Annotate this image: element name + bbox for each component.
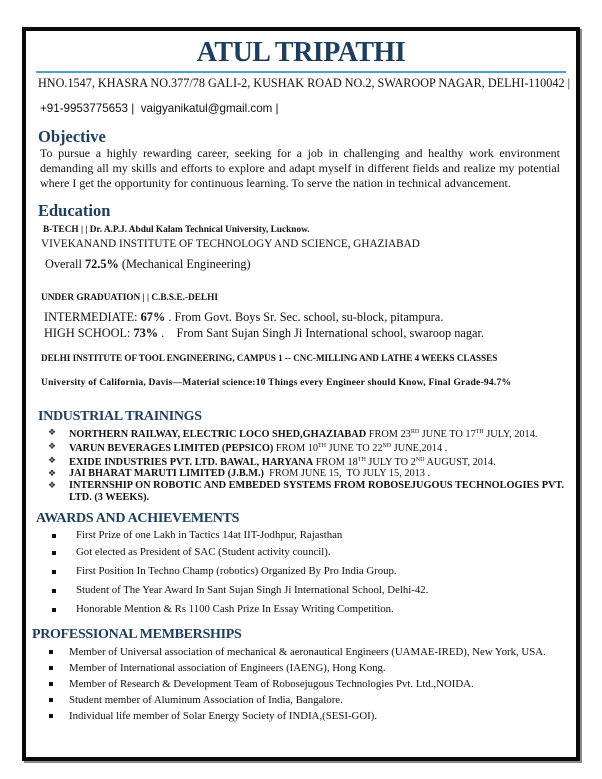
btech-line: B-TECH | | Dr. A.P.J. Abdul Kalam Technical University, Lucknow. (43, 225, 310, 235)
award-item: Honorable Mention & Rs 1100 Cash Prize In Essay Writing Competition. (76, 602, 428, 617)
ug-line: UNDER GRADUATION | | C.B.S.E.-DELHI (41, 293, 218, 303)
contact-line (40, 102, 279, 115)
header-divider (36, 71, 566, 73)
square-bullet-icon (49, 714, 53, 718)
training-item-continued: LTD. (3 WEEKS). (69, 491, 150, 503)
square-bullet-icon (52, 589, 56, 593)
award-item: First Position In Techno Champ (robotics) Organized By Pro India Group. (76, 564, 428, 579)
membership-item: Individual life member of Solar Energy Society of INDIA,(SESI-GOI). (69, 709, 546, 724)
square-bullet-icon (49, 682, 53, 686)
membership-item: Member of International association of Engineers (IAENG), Hong Kong. (69, 661, 546, 676)
trainings-heading: INDUSTRIAL TRAININGS (38, 409, 202, 424)
membership-item: Member of Universal association of mechanical & aeronautical Engineers (UAMAE-IRED), New York, USA. (69, 645, 546, 660)
award-item: First Prize of one Lakh in Tactics 14at IIT-Jodhpur, Rajasthan (76, 528, 428, 543)
highschool-score: 73% (133, 326, 159, 340)
email: vaigyanikatul@gmail.com | (140, 102, 279, 115)
diamond-bullet-icon: ❖ (48, 427, 57, 437)
intermediate-score: 67% (140, 310, 166, 324)
training-item: ❖ NORTHERN RAILWAY, ELECTRIC LOCO SHED,GHAZIABAD FROM 23RD JUNE TO 17TH JULY, 2014. (48, 427, 538, 440)
resume-page (22, 27, 580, 761)
diamond-bullet-icon: ❖ (48, 480, 57, 491)
overall-score: Overall 72.5% (Mechanical Engineering) (45, 257, 251, 271)
dite-line: DELHI INSTITUTE OF TOOL ENGINEERING, CAMPUS 1 -- CNC-MILLING AND LATHE 4 WEEKS CLASSES (41, 353, 498, 363)
square-bullet-icon (52, 551, 56, 555)
diamond-bullet-icon: ❖ (48, 468, 57, 479)
diamond-bullet-icon: ❖ (48, 454, 57, 465)
square-bullet-icon (52, 608, 56, 612)
awards-list (76, 528, 428, 617)
objective-text: To pursue a highly rewarding career, seeking for a job in challenging and healthy work environment demanding all my skills and efforts to explore and adapt myself in different fields and realize my potential where I get the opportunity for continuous learning. To serve the nation in technical advancement. (40, 146, 560, 190)
diamond-bullet-icon: ❖ (48, 440, 57, 451)
award-item: Student of The Year Award In Sant Sujan Singh Ji International School, Delhi-42. (76, 583, 428, 598)
intermediate-line: INTERMEDIATE: 67% . From Govt. Boys Sr. Sec. school, su-block, pitampura. (44, 310, 444, 324)
square-bullet-icon (49, 650, 53, 654)
address: HNO.1547, KHASRA NO.377/78 GALI-2, KUSHAK ROAD NO.2, SWAROOP NAGAR, DELHI-110042 | (38, 76, 571, 90)
phone: +91-9953775653 | (40, 102, 135, 115)
training-item: ❖ INTERNSHIP ON ROBOTIC AND EMBEDED SYSTEMS FROM ROBOSEJUGOUS TECHNOLOGIES PVT. (48, 480, 565, 492)
square-bullet-icon (49, 666, 53, 670)
awards-heading: AWARDS AND ACHIEVEMENTS (36, 511, 240, 526)
memberships-heading: PROFESSIONAL MEMBERSHIPS (32, 627, 242, 642)
overall-percentage: 72.5% (84, 257, 119, 271)
award-item: Got elected as President of SAC (Student activity council). (76, 545, 428, 560)
objective-heading: Objective (38, 127, 106, 146)
training-item: ❖ JAI BHARAT MARUTI LIMITED (J.B.M.) FROM JUNE 15, TO JULY 15, 2013 . (48, 468, 431, 480)
square-bullet-icon (52, 570, 56, 574)
institute-name: VIVEKANAND INSTITUTE OF TECHNOLOGY AND SCIENCE, GHAZIABAD (41, 238, 420, 250)
ucd-line: University of California, Davis—Material science:10 Things every Engineer should Know, Final Grade-94.7% (41, 377, 512, 388)
education-heading: Education (38, 201, 111, 220)
membership-item: Member of Research & Development Team of Robosejugous Technologies Pvt. Ltd.,NOIDA. (69, 677, 546, 692)
training-item: ❖ VARUN BEVERAGES LIMITED (PEPSICO) FROM 10TH JUNE TO 22ND JUNE,2014 . (48, 440, 448, 454)
trainings-list (48, 427, 565, 504)
square-bullet-icon (52, 534, 56, 538)
square-bullet-icon (49, 698, 53, 702)
highschool-line: HIGH SCHOOL: 73% . From Sant Sujan Singh Ji International school, swaroop nagar. (44, 326, 484, 340)
training-item: ❖ EXIDE INDUSTRIES PVT. LTD. BAWAL, HARYANA FROM 18TH JULY TO 2ND AUGUST, 2014. (48, 454, 496, 468)
membership-item: Student member of Aluminum Association of India, Bangalore. (69, 693, 546, 708)
candidate-name: ATUL TRIPATHI (196, 37, 406, 68)
memberships-list (69, 645, 546, 724)
